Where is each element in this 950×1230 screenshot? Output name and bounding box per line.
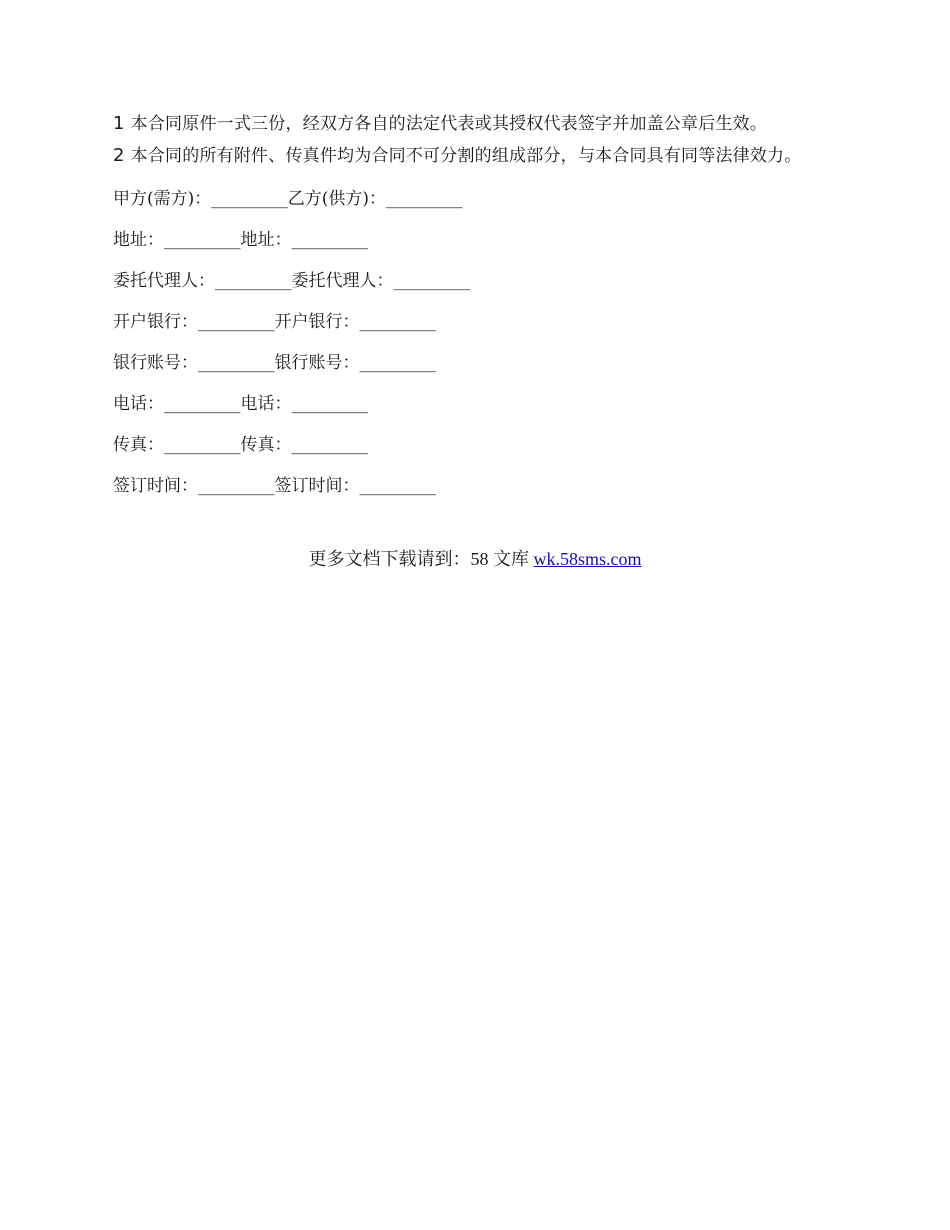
fax-b-label: 传真： <box>240 435 292 455</box>
footer-text: 更多文档下载请到：58 文库 <box>308 549 534 569</box>
agent-a-blank: _________ <box>215 271 292 291</box>
clause-1 <box>113 112 838 136</box>
signing-date-a-blank: _________ <box>198 476 275 496</box>
address-a-blank: _________ <box>164 230 241 250</box>
address-row <box>113 229 838 252</box>
signing-date-b-label: 签订时间： <box>274 476 360 496</box>
clause-2 <box>113 144 838 168</box>
footer-link[interactable]: wk.58sms.com <box>533 549 642 569</box>
bank-b-blank: _________ <box>359 312 436 332</box>
clause-number: 1 <box>113 113 125 134</box>
signing-date-a-label: 签订时间： <box>113 476 198 496</box>
fax-row <box>113 434 838 457</box>
account-b-label: 银行账号： <box>274 353 360 373</box>
party-row <box>113 188 838 211</box>
account-a-label: 银行账号： <box>113 353 198 373</box>
phone-a-blank: _________ <box>164 394 241 414</box>
document-body <box>113 112 838 516</box>
bank-b-label: 开户银行： <box>274 312 360 332</box>
clause-text: 本合同原件一式三份，经双方各自的法定代表或其授权代表签字并加盖公章后生效。 <box>130 114 768 134</box>
address-b-label: 地址： <box>240 230 292 250</box>
footer-download-note <box>0 548 950 571</box>
party-b-blank: _________ <box>386 189 463 209</box>
phone-row <box>113 393 838 416</box>
party-a-label: 甲方(需方)： <box>113 189 212 209</box>
fax-b-blank: _________ <box>291 435 368 455</box>
fax-a-label: 传真： <box>113 435 164 455</box>
agent-a-label: 委托代理人： <box>113 271 215 291</box>
clause-text: 本合同的所有附件、传真件均为合同不可分割的组成部分，与本合同具有同等法律效力。 <box>130 146 802 166</box>
party-a-blank: _________ <box>211 189 288 209</box>
agent-b-blank: _________ <box>393 271 470 291</box>
agent-b-label: 委托代理人： <box>291 271 394 291</box>
bank-row <box>113 311 838 334</box>
phone-b-blank: _________ <box>291 394 368 414</box>
agent-row <box>113 270 838 293</box>
bank-a-blank: _________ <box>198 312 275 332</box>
clause-number: 2 <box>113 145 125 166</box>
account-a-blank: _________ <box>198 353 275 373</box>
signing-date-row <box>113 475 838 498</box>
signing-date-b-blank: _________ <box>359 476 436 496</box>
phone-a-label: 电话： <box>113 394 164 414</box>
account-row <box>113 352 838 375</box>
account-b-blank: _________ <box>359 353 436 373</box>
address-b-blank: _________ <box>291 230 368 250</box>
bank-a-label: 开户银行： <box>113 312 198 332</box>
address-a-label: 地址： <box>113 230 164 250</box>
party-b-label: 乙方(供方)： <box>287 189 387 209</box>
fax-a-blank: _________ <box>164 435 241 455</box>
phone-b-label: 电话： <box>240 394 292 414</box>
